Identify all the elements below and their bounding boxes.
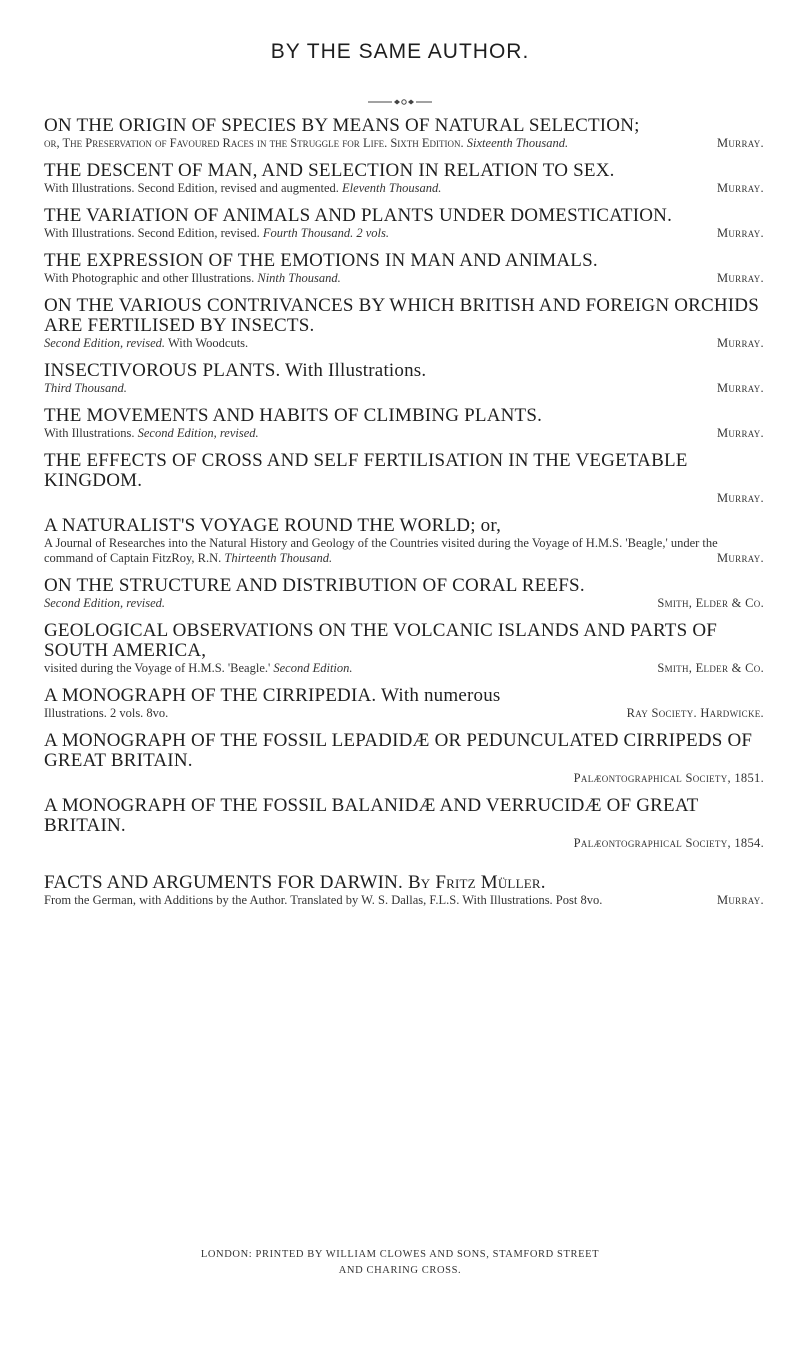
book-desc: With Illustrations. Second Edition, revised and augmented. Eleventh Thousand. Murray. bbox=[44, 181, 764, 195]
book-publisher: Murray. bbox=[716, 336, 764, 350]
book-publisher: Murray. bbox=[716, 893, 764, 907]
book-edition: Second Edition, revised. bbox=[137, 426, 259, 440]
book-title: THE MOVEMENTS AND HABITS OF CLIMBING PLANTS. bbox=[44, 405, 543, 426]
book-edition: Thirteenth Thousand. bbox=[224, 551, 333, 565]
book-publisher: Murray. bbox=[716, 136, 764, 150]
book-edition: Ninth Thousand. bbox=[257, 271, 341, 285]
book-publisher: Murray. bbox=[716, 381, 764, 395]
book-entry bbox=[44, 361, 764, 396]
book-desc: With Photographic and other Illustrations. Ninth Thousand. Murray. bbox=[44, 271, 764, 285]
book-publisher: Palæontographical Society, 1851. bbox=[573, 771, 764, 785]
book-desc: Illustrations. 2 vols. 8vo. Ray Society. Hardwicke. bbox=[44, 706, 764, 720]
book-publisher: Murray. bbox=[716, 226, 764, 240]
book-desc: or, The Preservation of Favoured Races in the Struggle for Life. Sixth Edition. Sixteenth Thousand. Murray. bbox=[44, 136, 764, 150]
book-publisher: Murray. bbox=[716, 181, 764, 195]
book-desc: From the German, with Additions by the Author. Translated by W. S. Dallas, F.L.S. With Illustrations. Post 8vo. Murray. bbox=[44, 893, 764, 907]
book-title: FACTS AND ARGUMENTS FOR DARWIN. By Fritz Müller. bbox=[44, 872, 546, 893]
book-publisher: Ray Society. Hardwicke. bbox=[626, 706, 764, 720]
book-entry bbox=[44, 161, 764, 196]
book-entry bbox=[44, 406, 764, 441]
book-title: THE EXPRESSION OF THE EMOTIONS IN MAN AND ANIMALS. bbox=[44, 250, 598, 271]
book-title: INSECTIVOROUS PLANTS. With Illustrations. bbox=[44, 360, 427, 381]
book-title: A MONOGRAPH OF THE FOSSIL LEPADIDÆ OR PEDUNCULATED CIRRIPEDS OF GREAT BRITAIN. bbox=[44, 730, 753, 771]
book-author: By Fritz Müller. bbox=[407, 872, 546, 893]
book-edition: Second Edition, revised. bbox=[44, 596, 166, 610]
book-entry-facts bbox=[44, 873, 764, 908]
book-desc: visited during the Voyage of H.M.S. 'Beagle.' Second Edition. Smith, Elder & Co. bbox=[44, 661, 764, 675]
book-entry bbox=[44, 116, 764, 151]
book-title: A MONOGRAPH OF THE FOSSIL BALANIDÆ AND VERRUCIDÆ OF GREAT BRITAIN. bbox=[44, 795, 699, 836]
book-title: ON THE STRUCTURE AND DISTRIBUTION OF CORAL REEFS. bbox=[44, 575, 585, 596]
book-publisher: Murray. bbox=[716, 426, 764, 440]
book-publisher: Smith, Elder & Co. bbox=[657, 596, 764, 610]
book-publisher: Murray. bbox=[716, 271, 764, 285]
book-entry bbox=[44, 206, 764, 241]
book-edition: Sixteenth Thousand. bbox=[466, 136, 569, 150]
book-edition: Fourth Thousand. 2 vols. bbox=[262, 226, 389, 240]
book-title: A MONOGRAPH OF THE CIRRIPEDIA. With numerous bbox=[44, 685, 501, 706]
book-desc: With Illustrations. Second Edition, revised. Fourth Thousand. 2 vols. Murray. bbox=[44, 226, 764, 240]
book-desc: A Journal of Researches into the Natural History and Geology of the Countries visited during the Voyage of H.M.S. 'Beagle,' under the command of Captain FitzRoy, R.N. Thirteenth Thousand. Murray. bbox=[44, 536, 764, 565]
book-entry bbox=[44, 516, 764, 566]
book-title: ON THE VARIOUS CONTRIVANCES BY WHICH BRITISH AND FOREIGN ORCHIDS ARE FERTILISED BY INSECTS. bbox=[44, 295, 759, 336]
book-entry bbox=[44, 576, 764, 611]
book-entry bbox=[44, 451, 764, 506]
book-title: A NATURALIST'S VOYAGE ROUND THE WORLD; or, bbox=[44, 515, 502, 536]
imprint-line: LONDON: PRINTED BY WILLIAM CLOWES AND SONS, STAMFORD STREET bbox=[200, 1249, 600, 1260]
book-publisher: Murray. bbox=[716, 551, 764, 565]
book-desc bbox=[44, 381, 764, 396]
book-title: THE VARIATION OF ANIMALS AND PLANTS UNDER DOMESTICATION. bbox=[44, 205, 673, 226]
book-desc bbox=[44, 596, 764, 611]
book-title: THE EFFECTS OF CROSS AND SELF FERTILISATION IN THE VEGETABLE KINGDOM. bbox=[44, 450, 688, 491]
book-entry bbox=[44, 796, 764, 851]
book-entry bbox=[44, 731, 764, 786]
page-heading: BY THE SAME AUTHOR. bbox=[270, 40, 530, 63]
book-publisher: Smith, Elder & Co. bbox=[657, 661, 764, 675]
book-edition: Eleventh Thousand. bbox=[342, 181, 442, 195]
printer-imprint bbox=[0, 1247, 800, 1279]
book-edition: Second Edition, revised. bbox=[44, 336, 166, 350]
ornament-divider bbox=[368, 98, 432, 106]
book-entry bbox=[44, 296, 764, 351]
book-entry bbox=[44, 251, 764, 286]
book-publisher: Murray. bbox=[716, 491, 764, 505]
book-edition: Second Edition. bbox=[273, 661, 353, 675]
book-title: ON THE ORIGIN OF SPECIES BY MEANS OF NATURAL SELECTION; bbox=[44, 115, 640, 136]
book-publisher: Palæontographical Society, 1854. bbox=[573, 836, 764, 850]
book-desc: With Illustrations. Second Edition, revised. Murray. bbox=[44, 426, 764, 440]
book-entry bbox=[44, 621, 764, 676]
book-edition: Third Thousand. bbox=[44, 381, 127, 395]
book-entry bbox=[44, 686, 764, 721]
book-desc: Second Edition, revised. With Woodcuts. Murray. bbox=[44, 336, 764, 350]
imprint-line: AND CHARING CROSS. bbox=[338, 1265, 462, 1276]
book-title: THE DESCENT OF MAN, AND SELECTION IN RELATION TO SEX. bbox=[44, 160, 615, 181]
book-list bbox=[44, 116, 764, 918]
book-title: GEOLOGICAL OBSERVATIONS ON THE VOLCANIC ISLANDS AND PARTS OF SOUTH AMERICA, bbox=[44, 620, 718, 661]
